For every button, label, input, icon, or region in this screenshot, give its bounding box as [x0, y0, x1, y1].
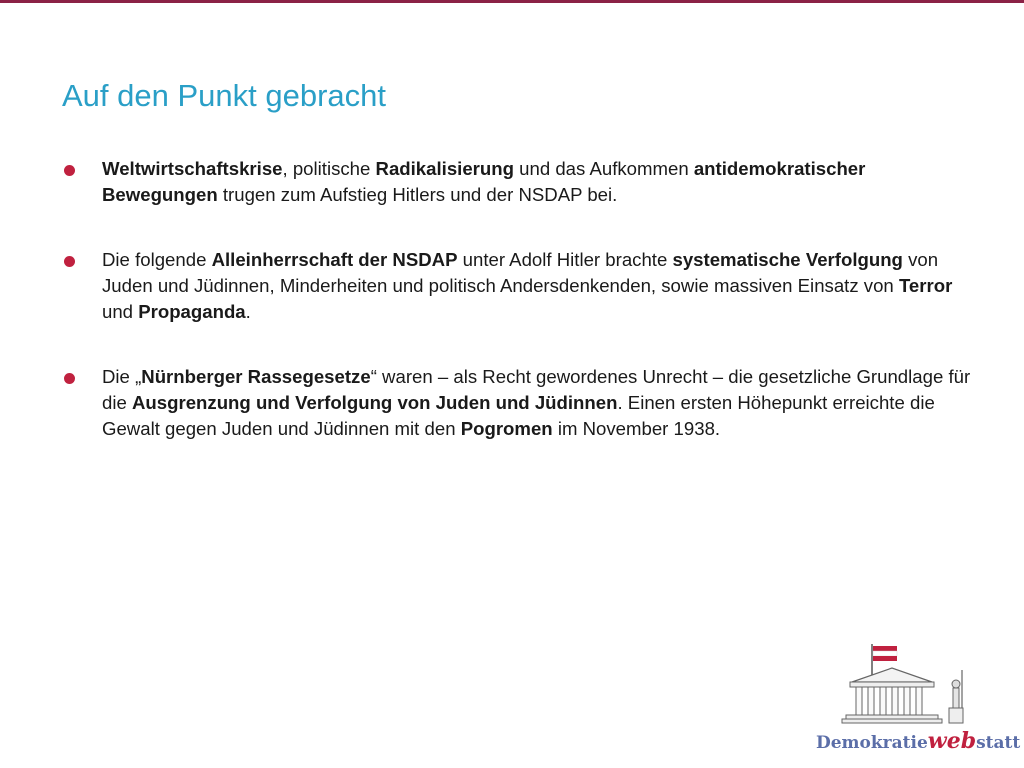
bullet-segment: von Juden und Jüdinnen, Minderheiten und politisch Andersdenkenden, sowie massiven Einsatz von: [102, 249, 939, 296]
bullet-segment: im November 1938.: [552, 418, 721, 439]
bullet-emphasis: Radikalisierung: [375, 158, 514, 179]
bullet-text: [102, 249, 952, 322]
bullet-segment: “ waren – als Recht gewordenes Unrecht – die gesetzliche Grundlage für die: [102, 366, 971, 413]
bullet-dot-icon: [64, 256, 75, 267]
bullet-emphasis: Propaganda: [138, 301, 246, 322]
slide-title: Auf den Punkt gebracht: [62, 78, 387, 113]
bullet-item: [62, 247, 982, 325]
bullet-dot-icon: [64, 373, 75, 384]
top-divider: [0, 0, 1024, 3]
bullet-segment: Die folgende: [102, 249, 212, 270]
logo-word-statt: statt: [976, 733, 1021, 753]
bullet-emphasis: systematische Verfolgung: [672, 249, 903, 270]
bullet-dot-icon: [64, 165, 75, 176]
bullet-list: [62, 156, 982, 481]
bullet-emphasis: Weltwirtschaftskrise: [102, 158, 283, 179]
bullet-item: [62, 364, 982, 442]
demokratiewebstatt-logo: [816, 640, 1021, 758]
bullet-segment: unter Adolf Hitler brachte: [457, 249, 673, 270]
bullet-item: [62, 156, 982, 208]
bullet-segment: trugen zum Aufstieg Hitlers und der NSDAP bei.: [217, 184, 618, 205]
bullet-text: [102, 366, 970, 439]
bullet-emphasis: Alleinherrschaft der NSDAP: [211, 249, 458, 270]
bullet-text: [102, 158, 865, 205]
logo-wordmark: [816, 728, 1021, 754]
bullet-emphasis: Terror: [898, 275, 953, 296]
bullet-segment: und das Aufkommen: [513, 158, 694, 179]
bullet-emphasis: Pogromen: [460, 418, 553, 439]
bullet-segment: und: [102, 301, 139, 322]
bullet-emphasis: Nürnberger Rassegesetze: [141, 366, 371, 387]
bullet-emphasis: antidemokratischer Bewegungen: [102, 158, 866, 205]
bullet-emphasis: Ausgrenzung und Verfolgung von Juden und Jüdinnen: [131, 392, 618, 413]
bullet-segment: .: [245, 301, 251, 322]
bullet-segment: . Einen ersten Höhepunkt erreichte die Gewalt gegen Juden und Jüdinnen mit den: [102, 392, 935, 439]
logo-word-demokratie: Demokratie: [816, 733, 928, 753]
bullet-segment: , politische: [282, 158, 376, 179]
bullet-segment: Die „: [102, 366, 142, 387]
logo-word-web: web: [927, 728, 977, 754]
